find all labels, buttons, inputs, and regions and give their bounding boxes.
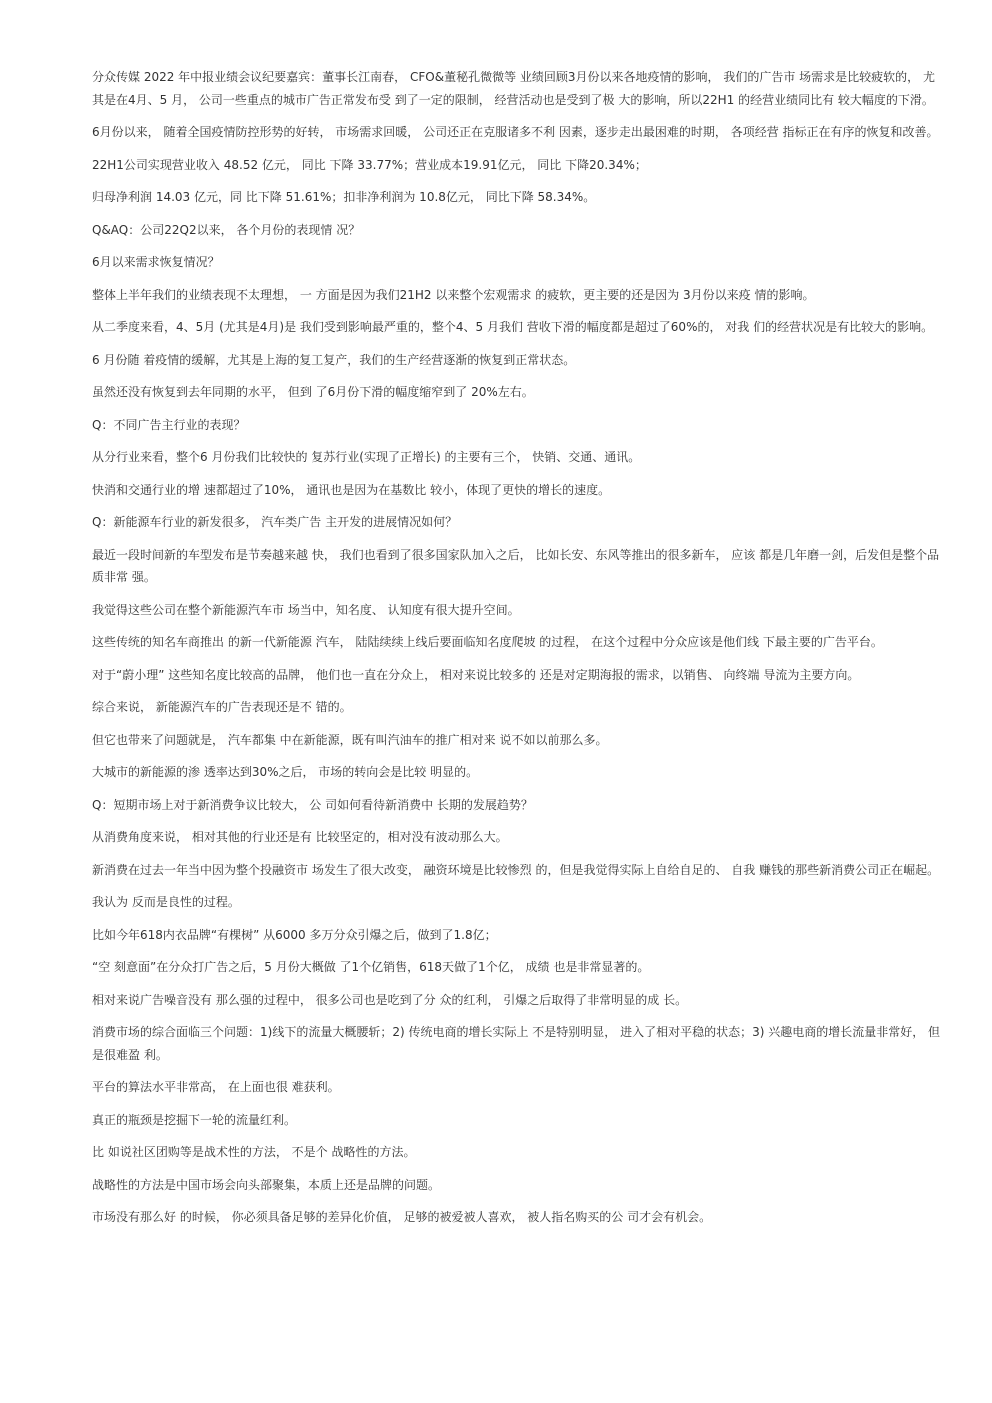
paragraph-8: 从二季度来看，4、5月 (尤其是4月)是 我们受到影响最严重的，整个4、5 月我们 营收下滑的幅度都是超过了60%的， 对我 们的经营状况是有比较大的影响。: [92, 320, 934, 334]
paragraph-32: 比 如说社区团购等是战术性的方法， 不是个 战略性的方法。: [92, 1145, 416, 1159]
paragraph-33: 战略性的方法是中国市场会向头部聚集，本质上还是品牌的问题。: [92, 1177, 441, 1192]
paragraph-12: 从分行业来看，整个6 月份我们比较快的 复苏行业(实现了正增长) 的主要有三个， 快销、交通、通讯。: [92, 450, 641, 464]
paragraph-13: 快消和交通行业的增 速都超过了10%， 通讯也是因为在基数比 较小，体现了更快的增长的速度。: [92, 482, 611, 497]
paragraph-5: Q&AQ：公司22Q2以来， 各个月份的表现情 况？: [92, 222, 361, 237]
paragraph-34: 市场没有那么好 的时候， 你必须具备足够的差异化价值， 足够的被爱被人喜欢， 被人指名购买的公 司才会有机会。: [92, 1210, 712, 1224]
paragraph-17: 这些传统的知名车商推出 的新一代新能源 汽车， 陆陆续续上线后要面临知名度爬坡 的过程， 在这个过程中分众应该是他们线 下最主要的广告平台。: [92, 635, 883, 649]
paragraph-6: 6月以来需求恢复情况？: [92, 255, 220, 269]
paragraph-26: 比如今年618内衣品牌“有棵树” 从6000 多万分众引爆之后，做到了1.8亿；: [92, 927, 497, 942]
paragraph-11: Q：不同广告主行业的表现？: [92, 417, 246, 432]
paragraph-28: 相对来说广告噪音没有 那么强的过程中， 很多公司也是吃到了分 众的红利， 引爆之后取得了非常明显的成 长。: [92, 992, 688, 1007]
paragraph-29: 消费市场的综合面临三个问题：1)线下的流量大概腰斩；2) 传统电商的增长实际上 不是特别明显， 进入了相对平稳的状态；3) 兴趣电商的增长流量非常好， 但是很难盈 利。: [92, 1025, 941, 1062]
paragraph-23: 从消费角度来说， 相对其他的行业还是有 比较坚定的，相对没有波动那么大。: [92, 830, 508, 844]
paragraph-1: 分众传媒 2022 年中报业绩会议纪要嘉宾：董事长江南春， CFO&董秘孔微微等 业绩回顾3月份以来各地疫情的影响， 我们的广告市 场需求是比较疲软的， 尤其是在4月、5 月， 公司一些重点的城市广告正常发布受 到了一定的限制， 经营活动也是受到了极 大的影响，所以22H1 的经营业绩同比有 较大幅度的下滑。: [92, 70, 935, 107]
paragraph-7: 整体上半年我们的业绩表现不太理想， 一 方面是因为我们21H2 以来整个宏观需求 的疲软，更主要的还是因为 3月份以来疫 情的影响。: [92, 287, 815, 302]
paragraph-25: 我认为 反而是良性的过程。: [92, 895, 240, 909]
paragraph-4: 归母净利润 14.03 亿元，同 比下降 51.61%；扣非净利润为 10.8亿元， 同比下降 58.34%。: [92, 190, 596, 204]
paragraph-31: 真正的瓶颈是挖掘下一轮的流量红利。: [92, 1112, 297, 1127]
paragraph-3: 22H1公司实现营业收入 48.52 亿元， 同比 下降 33.77%；营业成本19.91亿元， 同比 下降20.34%；: [92, 157, 647, 172]
paragraph-21: 大城市的新能源的渗 透率达到30%之后， 市场的转向会是比较 明显的。: [92, 765, 479, 779]
paragraph-19: 综合来说， 新能源汽车的广告表现还是不 错的。: [92, 700, 352, 714]
paragraph-18: 对于“蔚小理” 这些知名度比较高的品牌， 他们也一直在分众上， 相对来说比较多的 还是对定期海报的需求，以销售、 向终端 导流为主要方向。: [92, 667, 860, 682]
paragraph-10: 虽然还没有恢复到去年同期的水平， 但到 了6月份下滑的幅度缩窄到了 20%左右。: [92, 385, 534, 399]
paragraph-30: 平台的算法水平非常高， 在上面也很 难获利。: [92, 1080, 340, 1094]
paragraph-2: 6月份以来， 随着全国疫情防控形势的好转， 市场需求回暖， 公司还正在克服诸多不利 因素，逐步走出最困难的时期， 各项经营 指标正在有序的恢复和改善。: [92, 125, 939, 139]
paragraph-9: 6 月份随 着疫情的缓解，尤其是上海的复工复产，我们的生产经营逐渐的恢复到正常状态。: [92, 352, 576, 367]
paragraph-20: 但它也带来了问题就是， 汽车都集 中在新能源，既有叫汽油车的推广相对来 说不如以前那么多。: [92, 732, 608, 747]
paragraph-22: Q：短期市场上对于新消费争议比较大， 公 司如何看待新消费中 长期的发展趋势？: [92, 797, 533, 812]
paragraph-16: 我觉得这些公司在整个新能源汽车市 场当中，知名度、 认知度有很大提升空间。: [92, 602, 520, 617]
paragraph-15: 最近一段时间新的车型发布是节奏越来越 快， 我们也看到了很多国家队加入之后， 比如长安、东风等推出的很多新车， 应该 都是几年磨一剑，后发但是整个品质非常 强。: [92, 547, 940, 584]
paragraph-27: “空 刻意面”在分众打广告之后，5 月份大概做 了1个亿销售，618天做了1个亿， 成绩 也是非常显著的。: [92, 960, 650, 974]
paragraph-14: Q：新能源车行业的新发很多， 汽车类广告 主开发的进展情况如何？: [92, 515, 458, 529]
paragraph-24: 新消费在过去一年当中因为整个投融资市 场发生了很大改变， 融资环境是比较惨烈 的，但是我觉得实际上自给自足的、 自我 赚钱的那些新消费公司正在崛起。: [92, 862, 940, 877]
